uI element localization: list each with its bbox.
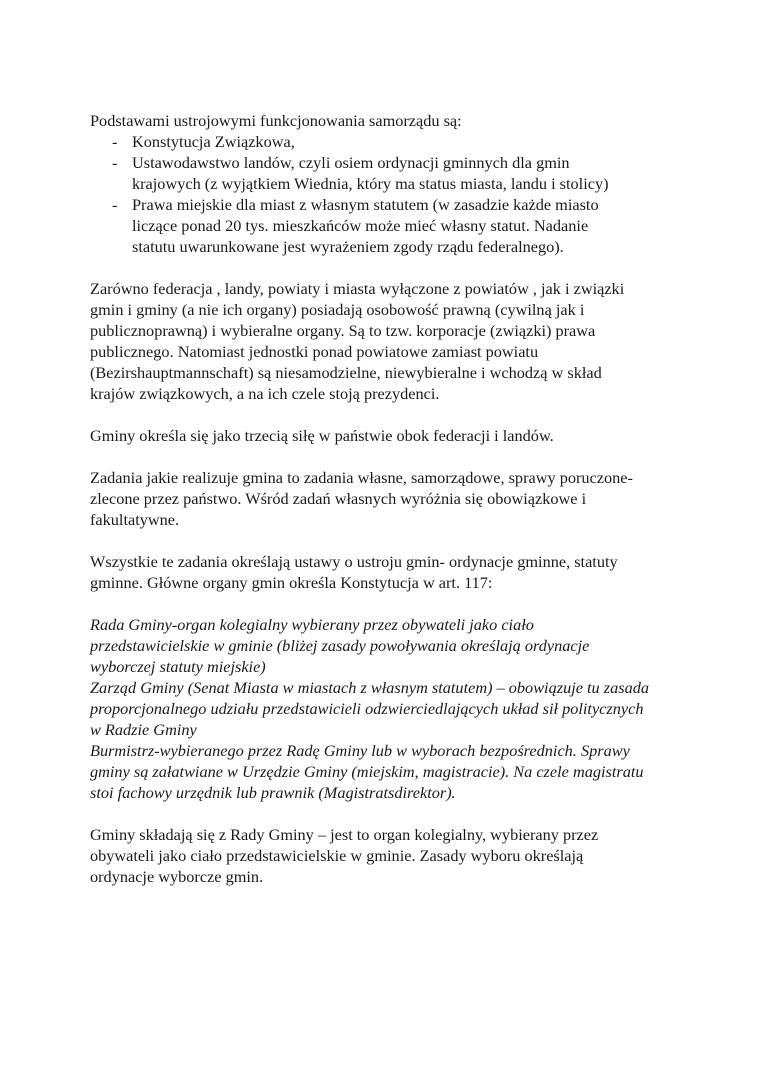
paragraph-spacer bbox=[90, 530, 650, 551]
list-item bbox=[90, 152, 650, 194]
list-dash: - bbox=[112, 132, 118, 151]
organ-rada: Rada Gminy-organ kolegialny wybierany przez obywateli jako ciało przedstawicielskie w gminie (bliżej zasady powoływania określają ordynacje wyborczej statuty miejskie) bbox=[90, 615, 590, 676]
list-item-text: Prawa miejskie dla miast z własnym statutem (w zasadzie każde miasto liczące ponad 20 tys. mieszkańców może mieć własny statut. Nadanie statutu uwarunkowane jest wyrażeniem zgody rządu federalnego). bbox=[132, 195, 599, 256]
document-page bbox=[90, 110, 650, 887]
paragraph-third-power: Gminy określa się jako trzecią siłę w państwie obok federacji i landów. bbox=[90, 426, 554, 445]
paragraph-closing: Gminy składają się z Rady Gminy – jest to organ kolegialny, wybierany przez obywateli jako ciało przedstawicielskie w gminie. Zasady wyboru określają ordynacje wyborcze gmin. bbox=[90, 825, 599, 886]
organs-block bbox=[90, 614, 650, 803]
paragraph-legal-personality: Zarówno federacja , landy, powiaty i miasta wyłączone z powiatów , jak i związki gmin i gminy (a nie ich organy) posiadają osobowość prawną (cywilną jak i publicznoprawną) i wybieralne organy. Są to tzw. korporacje (związki) prawa publicznego. Natomiast jednostki ponad powiatowe zamiast powiatu (Bezirshauptmannschaft) są niesamodzielne, niewybieralne i wchodzą w skład krajów związkowych, a na ich czele stoją prezydenci. bbox=[90, 279, 625, 403]
paragraph-spacer bbox=[90, 404, 650, 425]
list-dash: - bbox=[112, 195, 118, 214]
intro-heading: Podstawami ustrojowymi funkcjonowania samorządu są: bbox=[90, 111, 462, 130]
list-item bbox=[90, 131, 650, 152]
list-dash: - bbox=[112, 153, 118, 172]
intro-list bbox=[90, 131, 650, 257]
paragraph-spacer bbox=[90, 803, 650, 824]
paragraph-spacer bbox=[90, 257, 650, 278]
list-item-text: Ustawodawstwo landów, czyli osiem ordynacji gminnych dla gmin krajowych (z wyjątkiem Wiednia, który ma status miasta, landu i stolicy) bbox=[132, 153, 609, 193]
paragraph-spacer bbox=[90, 593, 650, 614]
paragraph-spacer bbox=[90, 446, 650, 467]
paragraph-tasks: Zadania jakie realizuje gmina to zadania własne, samorządowe, sprawy poruczone- zlecone przez państwo. Wśród zadań własnych wyróżnia się obowiązkowe i fakultatywne. bbox=[90, 468, 633, 529]
list-item bbox=[90, 194, 650, 257]
organ-zarzad: Zarząd Gminy (Senat Miasta w miastach z własnym statutem) – obowiązuje tu zasada proporcjonalnego udziału przedstawicieli odzwierciedlających układ sił politycznych w Radzie Gminy bbox=[90, 678, 649, 739]
organ-burmistrz: Burmistrz-wybieranego przez Radę Gminy lub w wyborach bezpośrednich. Sprawy gminy są załatwiane w Urzędzie Gminy (miejskim, magistracie). Na czele magistratu stoi fachowy urzędnik lub prawnik (Magistratsdirektor). bbox=[90, 741, 644, 802]
list-item-text: Konstytucja Związkowa, bbox=[132, 132, 295, 151]
paragraph-constitution: Wszystkie te zadania określają ustawy o ustroju gmin- ordynacje gminne, statuty gminne. Główne organy gmin określa Konstytucja w art. 117: bbox=[90, 552, 618, 592]
